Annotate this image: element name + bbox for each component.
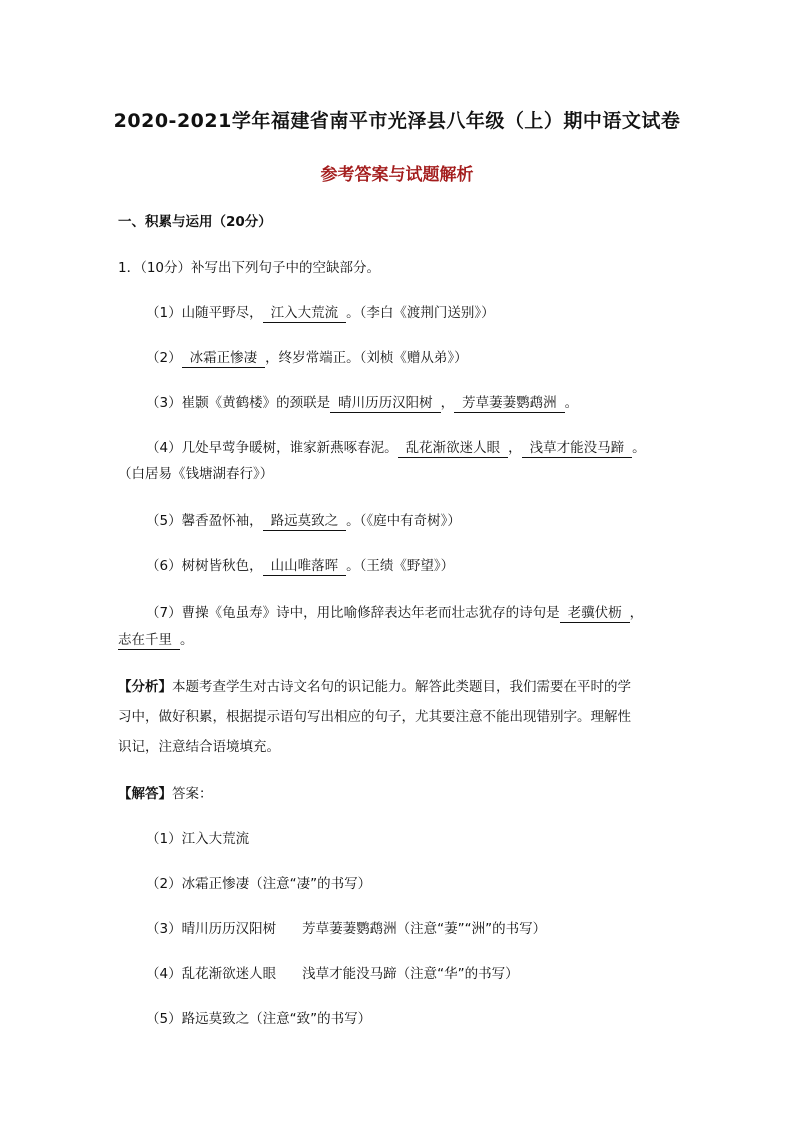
item-4-blank-2: 浅草才能没马蹄 (522, 439, 633, 458)
answer-2: （2）冰霜正惨凄（注意“凄”的书写） (146, 876, 372, 892)
answer-4 (146, 964, 519, 984)
answer-3-part-2: 芳草萋萋鹦鹉洲（注意“萋”“洲”的书写） (302, 921, 547, 937)
item-3-comma: ， (440, 395, 455, 411)
item-4-prompt: （4）几处早莺争暖树，谁家新燕啄春泥。 (146, 440, 398, 456)
item-7-blank-1: 老骥伏枥 (560, 604, 630, 623)
item-5 (146, 511, 461, 531)
analysis-line-1 (118, 677, 631, 697)
item-7-cont (118, 630, 194, 650)
item-7 (146, 603, 643, 623)
item-1-prompt: （1）山随平野尽， (146, 305, 263, 321)
item-2-source: ，终岁常端正。（刘桢《赠从弟》） (265, 350, 468, 366)
page-title: 2020-2021学年福建省南平市光泽县八年级（上）期中语文试卷 (113, 110, 681, 132)
analysis-line-3: 识记，注意结合语境填充。 (118, 739, 280, 755)
item-7-prompt: （7）曹操《龟虽寿》诗中，用比喻修辞表达年老而壮志犹存的诗句是 (146, 605, 560, 621)
answer-3 (146, 919, 546, 939)
item-3-blank-1: 晴川历历汉阳树 (330, 394, 441, 413)
analysis-text-1: 本题考查学生对古诗文名句的识记能力。解答此类题目，我们需要在平时的学 (172, 679, 631, 695)
answer-heading (118, 784, 213, 804)
answer-4-part-2: 浅草才能没马蹄（注意“华”的书写） (302, 966, 519, 982)
item-5-prompt: （5）馨香盈怀袖， (146, 513, 263, 529)
item-6-blank: 山山唯落晖 (263, 557, 347, 576)
item-7-comma: ， (629, 605, 644, 621)
item-6 (146, 556, 454, 576)
item-4-source: （白居易《钱塘湖春行》） (118, 466, 274, 482)
answer-4-part-1: （4）乱花渐欲迷人眼 (146, 966, 277, 982)
item-6-prompt: （6）树树皆秋色， (146, 558, 263, 574)
item-1-blank: 江入大荒流 (263, 304, 347, 323)
item-4 (146, 438, 646, 458)
item-2 (146, 348, 468, 368)
answer-1: （1）江入大荒流 (146, 831, 250, 847)
page-subtitle: 参考答案与试题解析 (320, 165, 474, 185)
answer-label: 【解答】 (118, 786, 172, 802)
answer-intro: 答案： (172, 786, 213, 802)
item-7-end: 。 (180, 632, 194, 648)
item-3-prompt: （3）崔颢《黄鹤楼》的颈联是 (146, 395, 331, 411)
question-1 (118, 258, 380, 278)
answer-5: （5）路远莫致之（注意“致”的书写） (146, 1011, 372, 1027)
item-5-blank: 路远莫致之 (263, 512, 347, 531)
answer-3-part-1: （3）晴川历历汉阳树 (146, 921, 277, 937)
item-3-end: 。 (564, 395, 579, 411)
question-text: （10分）补写出下列句子中的空缺部分。 (140, 260, 381, 276)
item-2-blank: 冰霜正惨凄 (182, 349, 266, 368)
question-number: 1． (118, 260, 141, 276)
item-4-comma: ， (508, 440, 522, 456)
item-7-blank-2: 志在千里 (118, 631, 180, 650)
analysis-label: 【分析】 (118, 679, 172, 695)
item-4-end: 。 (632, 440, 646, 456)
item-4-blank-1: 乱花渐欲迷人眼 (398, 439, 509, 458)
analysis-line-2: 习中，做好积累，根据提示语句写出相应的句子，尤其要注意不能出现错别字。理解性 (118, 709, 631, 725)
item-1 (146, 303, 495, 323)
item-1-source: 。（李白《渡荆门送别》） (346, 305, 495, 321)
item-2-prompt: （2） (146, 350, 182, 366)
section-heading: 一、积累与运用（20分） (118, 214, 272, 230)
item-3 (146, 393, 578, 413)
item-6-source: 。（王绩《野望》） (346, 558, 455, 574)
item-5-source: 。（《庭中有奇树》） (346, 513, 461, 529)
item-3-blank-2: 芳草萋萋鹦鹉洲 (454, 394, 565, 413)
